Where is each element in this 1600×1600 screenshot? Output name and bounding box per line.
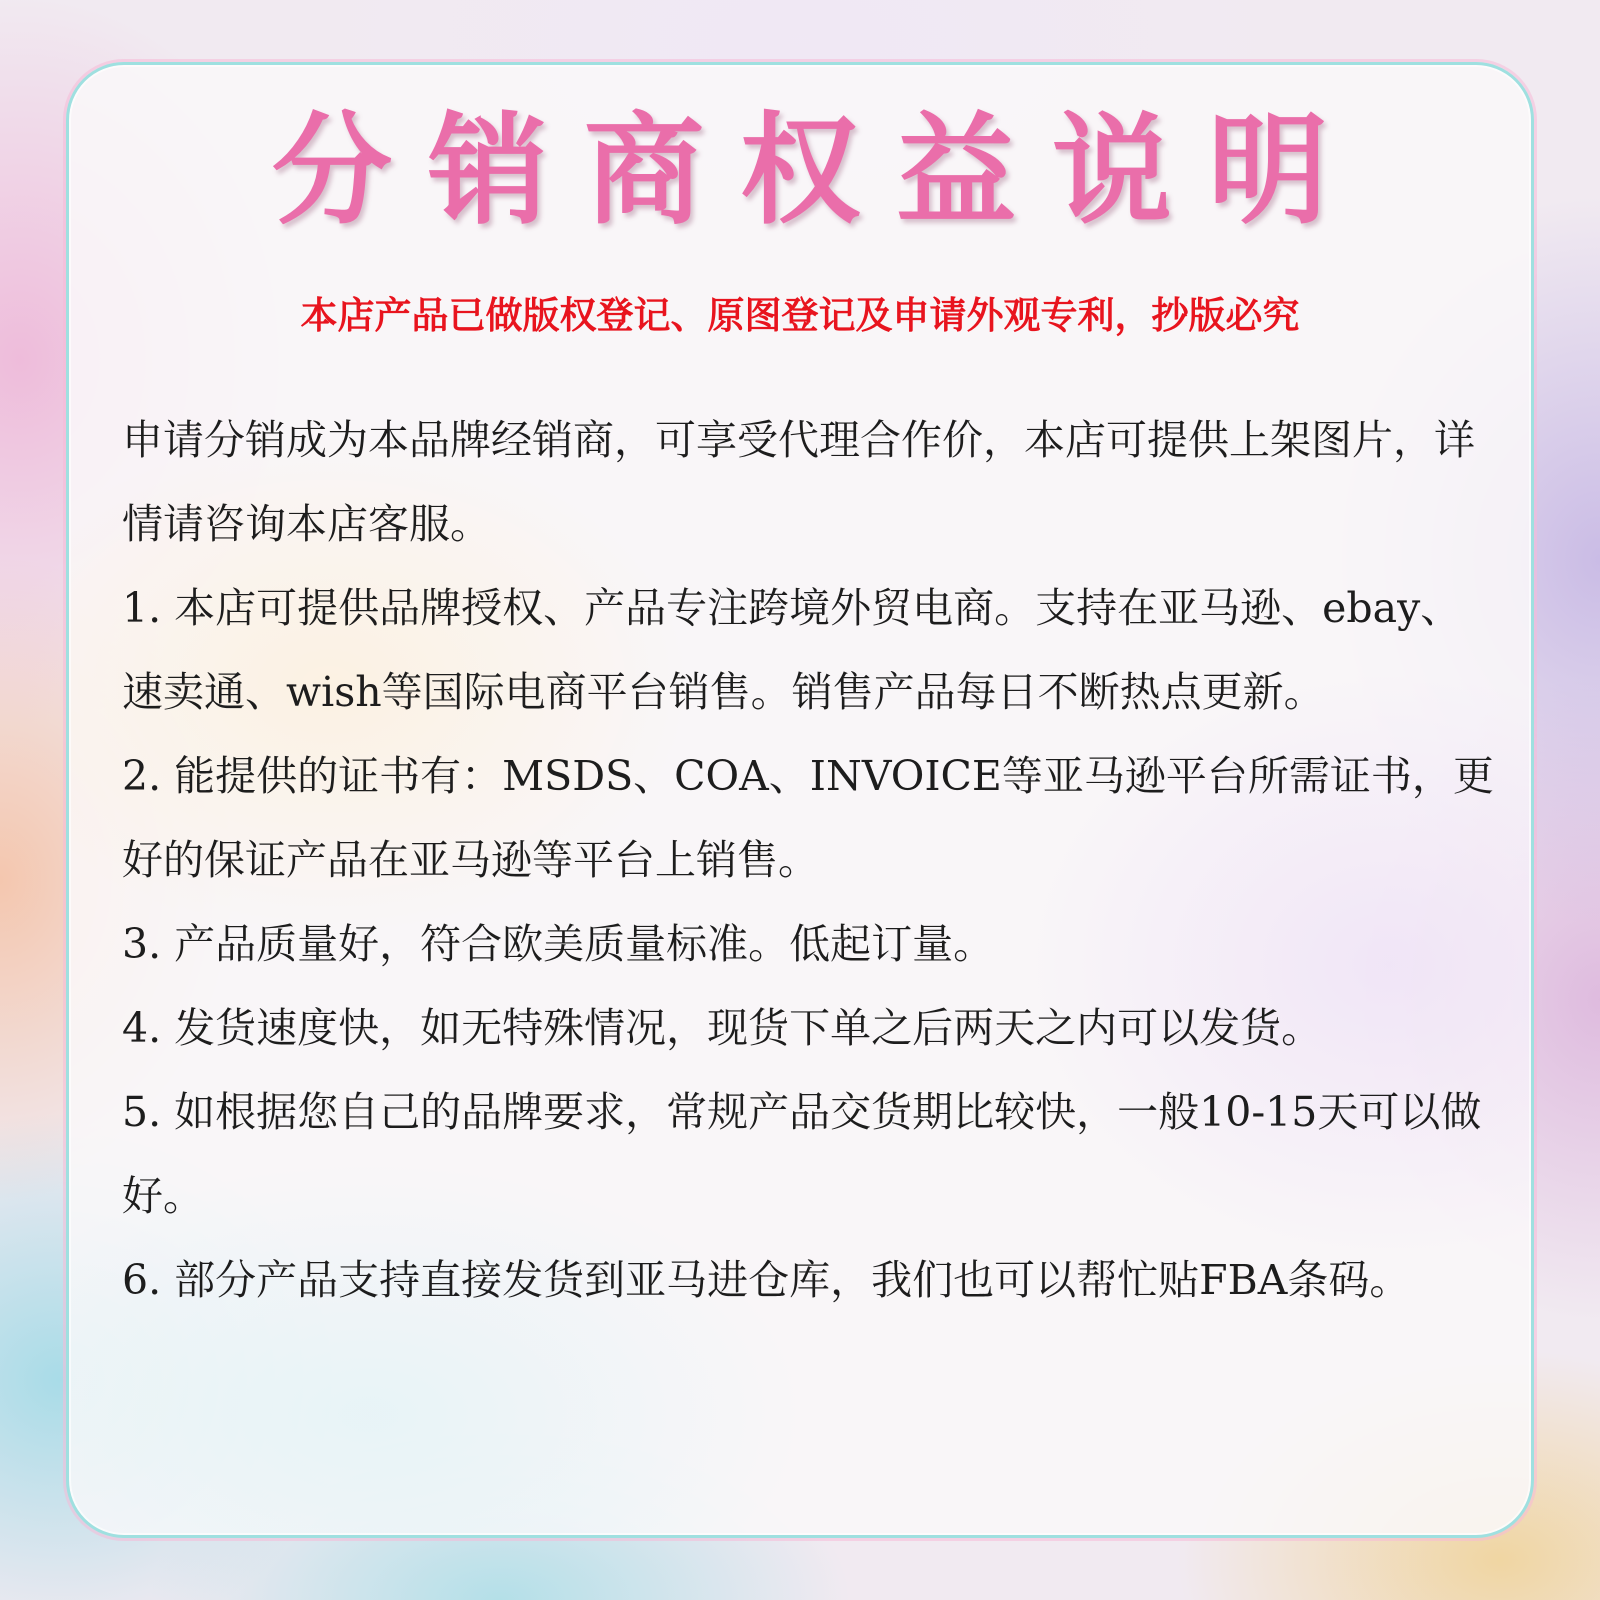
benefit-item-4: 4. 发货速度快，如无特殊情况，现货下单之后两天之内可以发货。 — [122, 1004, 1323, 1052]
benefit-item-3: 3. 产品质量好，符合欧美质量标准。低起订量。 — [122, 920, 995, 968]
copyright-notice: 本店产品已做版权登记、原图登记及申请外观专利，抄版必究 — [300, 294, 1300, 337]
benefits-text — [122, 398, 1502, 1322]
benefit-item-5: 5. 如根据您自己的品牌要求，常规产品交货期比较快，一般10-15天可以做好。 — [122, 1088, 1482, 1220]
intro-paragraph: 申请分销成为本品牌经销商，可享受代理合作价，本店可提供上架图片，详情请咨询本店客服。 — [122, 416, 1475, 548]
benefit-item-1: 1. 本店可提供品牌授权、产品专注跨境外贸电商。支持在亚马逊、ebay、速卖通、wish等国际电商平台销售。销售产品每日不断热点更新。 — [122, 584, 1462, 716]
page-title: 分销商权益说明 — [272, 102, 1364, 241]
benefit-item-2: 2. 能提供的证书有：MSDS、COA、INVOICE等亚马逊平台所需证书，更好的保证产品在亚马逊等平台上销售。 — [122, 752, 1494, 884]
benefit-item-6: 6. 部分产品支持直接发货到亚马进仓库，我们也可以帮忙贴FBA条码。 — [122, 1256, 1411, 1304]
